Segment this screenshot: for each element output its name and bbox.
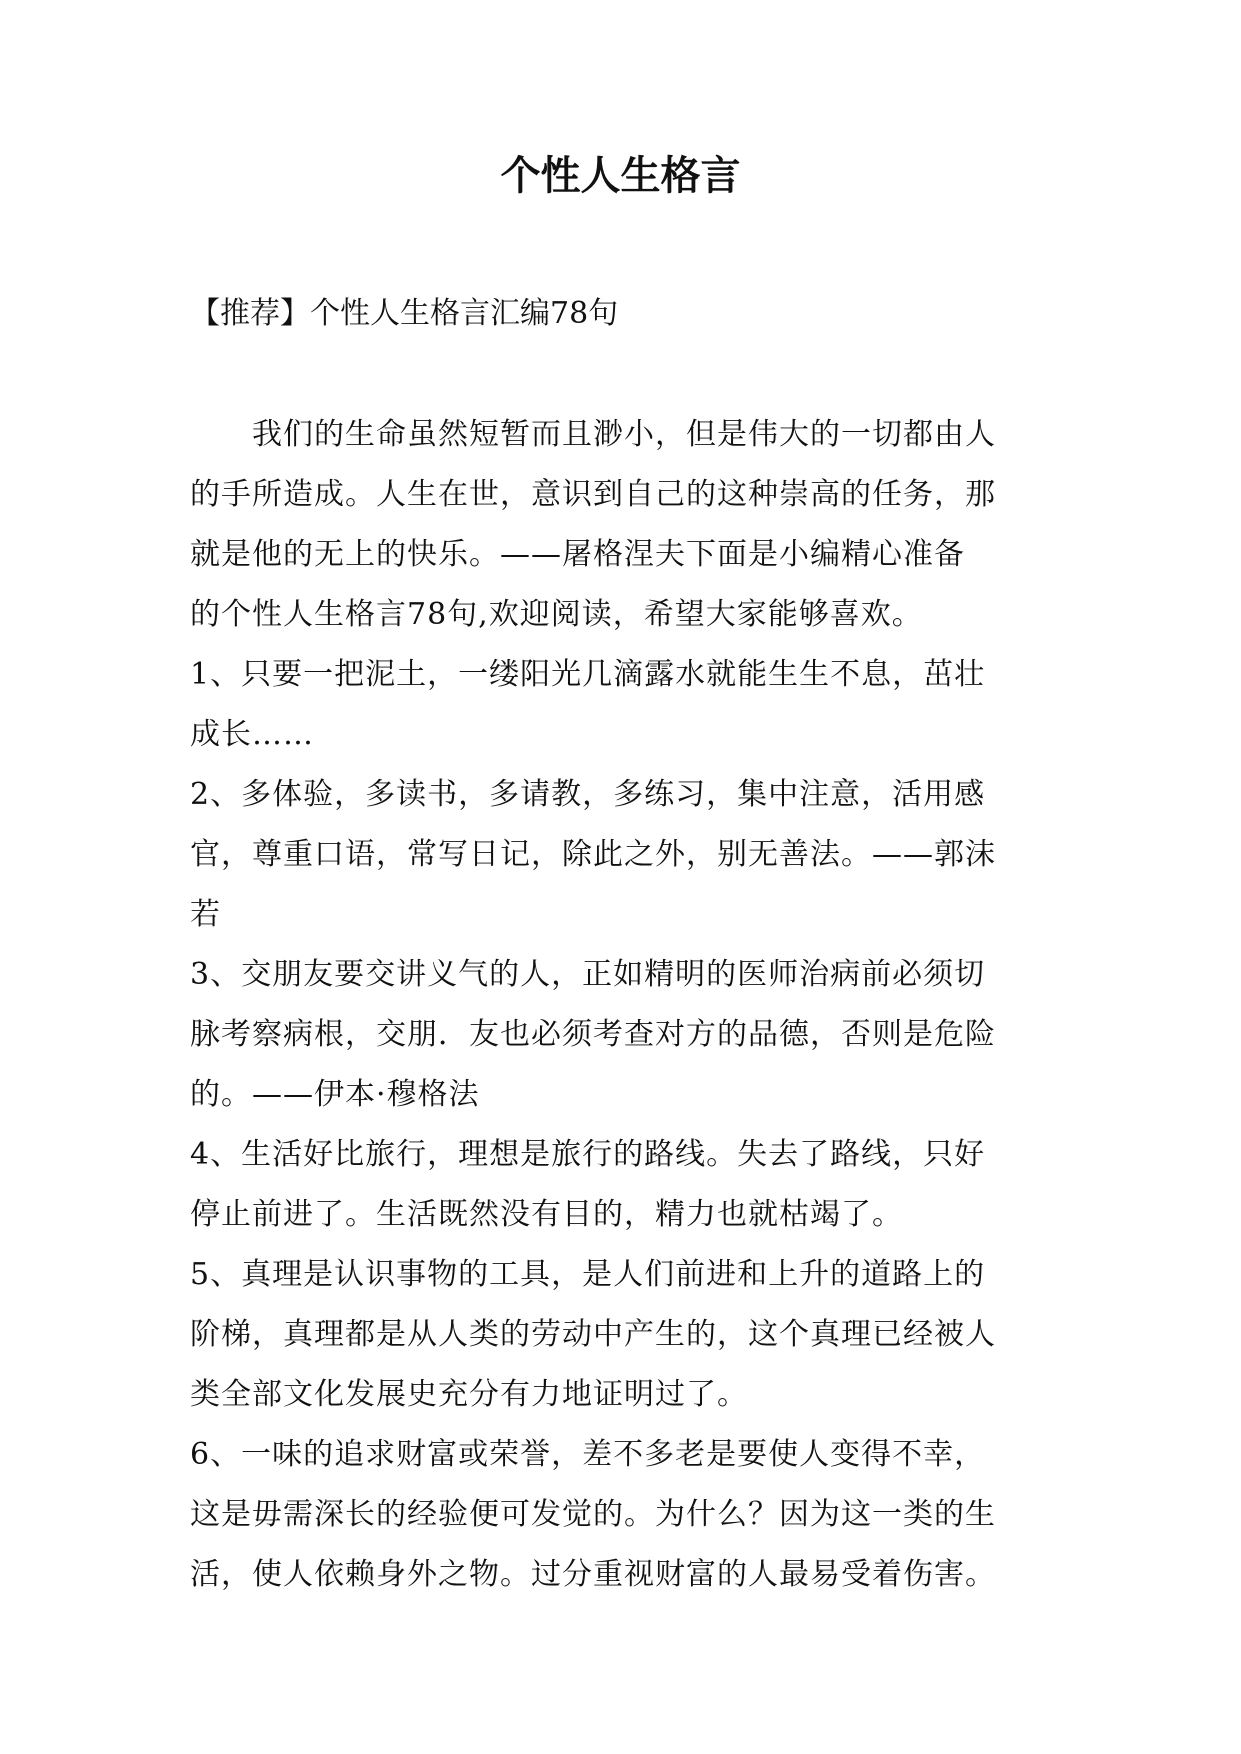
body-line: 若 — [190, 897, 221, 932]
body-line: 这是毋需深长的经验便可发觉的。为什么？因为这一类的生 — [190, 1497, 996, 1532]
document-body — [190, 405, 1070, 1605]
body-line: 5、真理是认识事物的工具，是人们前进和上升的道路上的 — [190, 1257, 986, 1292]
body-line: 官，尊重口语，常写日记，除此之外，别无善法。——郭沫 — [190, 837, 996, 872]
body-line: 4、生活好比旅行，理想是旅行的路线。失去了路线，只好 — [190, 1137, 986, 1172]
body-line: 阶梯，真理都是从人类的劳动中产生的，这个真理已经被人 — [190, 1317, 996, 1352]
body-line: 脉考察病根，交朋．友也必须考查对方的品德，否则是危险 — [190, 1017, 996, 1052]
body-line: 活，使人依赖身外之物。过分重视财富的人最易受着伤害。 — [190, 1557, 996, 1592]
body-line: 我们的生命虽然短暂而且渺小，但是伟大的一切都由人 — [252, 417, 996, 452]
body-line: 的。——伊本·穆格法 — [190, 1077, 480, 1112]
body-line: 的个性人生格言78句,欢迎阅读，希望大家能够喜欢。 — [190, 597, 923, 632]
document-title: 个性人生格言 — [500, 152, 741, 199]
body-line: 6、一味的追求财富或荣誉，差不多老是要使人变得不幸， — [190, 1437, 986, 1472]
body-line: 成长…… — [190, 717, 314, 752]
body-line: 3、交朋友要交讲义气的人，正如精明的医师治病前必须切 — [190, 957, 986, 992]
body-line: 类全部文化发展史充分有力地证明过了。 — [190, 1377, 748, 1412]
body-line: 的手所造成。人生在世，意识到自己的这种崇高的任务，那 — [190, 477, 996, 512]
body-line: 1、只要一把泥土，一缕阳光几滴露水就能生生不息，茁壮 — [190, 657, 986, 692]
body-line: 停止前进了。生活既然没有目的，精力也就枯竭了。 — [190, 1197, 903, 1232]
body-line: 2、多体验，多读书，多请教，多练习，集中注意，活用感 — [190, 777, 986, 812]
document-subtitle: 【推荐】个性人生格言汇编78句 — [190, 296, 619, 331]
body-line: 就是他的无上的快乐。——屠格涅夫下面是小编精心准备 — [190, 537, 965, 572]
